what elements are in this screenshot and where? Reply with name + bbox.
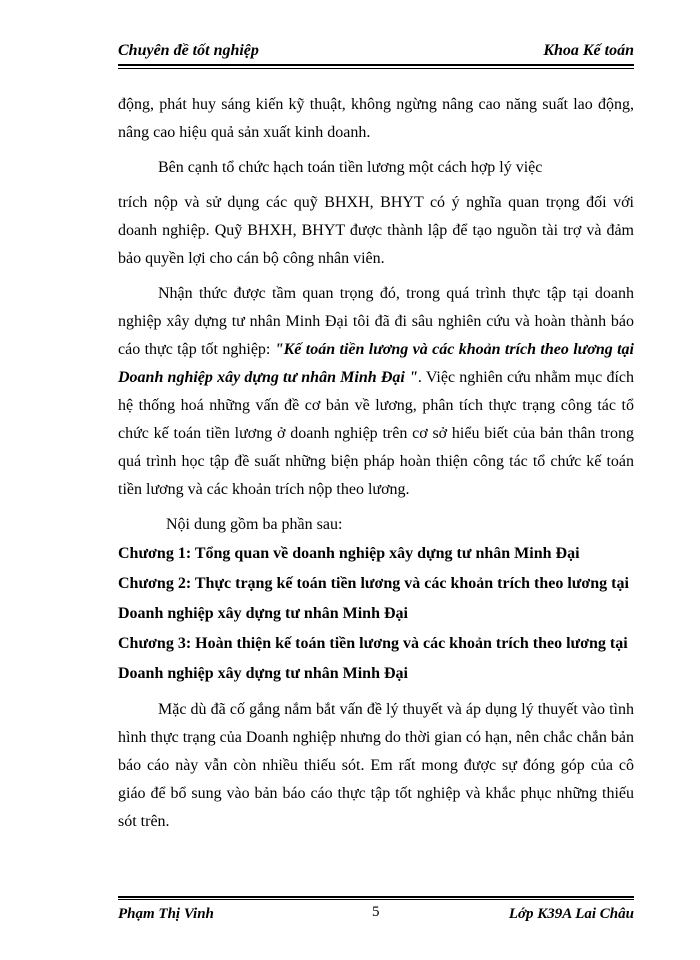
paragraph-3-tail: . Việc nghiên cứu nhằm mục đích hệ thống hoá những vấn đề cơ bản về lương, phân tích thực trạng công tác tổ chức kế toán tiền lương ở doanh nghiệp trên cơ sở hiểu biết của bản thân trong quá trình học tập đề suất những biện pháp hoàn thiện công tác tổ chức kế toán tiền lương và các khoản trích nộp theo lương. bbox=[118, 369, 635, 498]
paragraph-contents-intro: Nội dung gồm ba phần sau: bbox=[166, 516, 343, 533]
paragraph-conclusion: Mặc dù đã cố gắng nắm bắt vấn đề lý thuyết và áp dụng lý thuyết vào tình hình thực trạng của Doanh nghiệp nhưng do thời gian có hạn, nên chắc chắn bản báo cáo này vẫn còn nhiều thiếu sót. Em rất mong được sự đóng góp của cô giáo để bổ sung vào bản báo cáo thực tập tốt nghiệp và khắc phục những thiếu sót trên. bbox=[118, 701, 634, 830]
header-divider bbox=[118, 68, 634, 69]
paragraph-3 bbox=[118, 280, 634, 504]
footer-author: Phạm Thị Vinh bbox=[118, 906, 214, 922]
chapter-1: Chương 1: Tổng quan về doanh nghiệp xây dựng tư nhân Minh Đại bbox=[118, 545, 580, 562]
page-footer bbox=[118, 896, 634, 922]
footer-divider bbox=[118, 899, 634, 900]
paragraph-3-lead: Nhận thức được tầm quan trọng đó, trong quá trình thực tập tại doanh nghiệp xây dựng tư nhân Minh Đại tôi đã đi sâu nghiên cứu và hoàn thành báo cáo thực tập tốt nghiệp: bbox=[118, 285, 634, 358]
report-title: "Kế toán tiền lương và các khoản trích theo lương tại Doanh nghiệp xây dựng tư nhân Minh Đại " bbox=[118, 341, 634, 386]
paragraph-intro: động, phát huy sáng kiến kỹ thuật, không ngừng nâng cao năng suất lao động, nâng cao hiệu quả sản xuất kinh doanh. bbox=[118, 96, 634, 141]
header-title: Chuyên đề tốt nghiệp bbox=[118, 42, 259, 59]
chapter-3: Chương 3: Hoàn thiện kế toán tiền lương và các khoản trích theo lương tại Doanh nghiệp xây dựng tư nhân Minh Đại bbox=[118, 635, 628, 682]
paragraph-2-body: trích nộp và sử dụng các quỹ BHXH, BHYT có ý nghĩa quan trọng đối với doanh nghiệp. Quỹ BHXH, BHYT được thành lập để tạo nguồn tài trợ và đảm bảo quyền lợi cho cán bộ công nhân viên. bbox=[118, 194, 634, 267]
footer-class: Lớp K39A Lai Châu bbox=[508, 906, 634, 922]
chapter-2: Chương 2: Thực trạng kế toán tiền lương và các khoản trích theo lương tại Doanh nghiệp xây dựng tư nhân Minh Đại bbox=[118, 575, 629, 622]
header-department: Khoa Kế toán bbox=[543, 42, 634, 59]
page-number: 5 bbox=[372, 904, 380, 920]
paragraph-2-first-line: Bên cạnh tổ chức hạch toán tiền lương một cách hợp lý việc bbox=[158, 159, 543, 176]
document-body bbox=[118, 91, 634, 836]
page-header bbox=[118, 42, 634, 66]
